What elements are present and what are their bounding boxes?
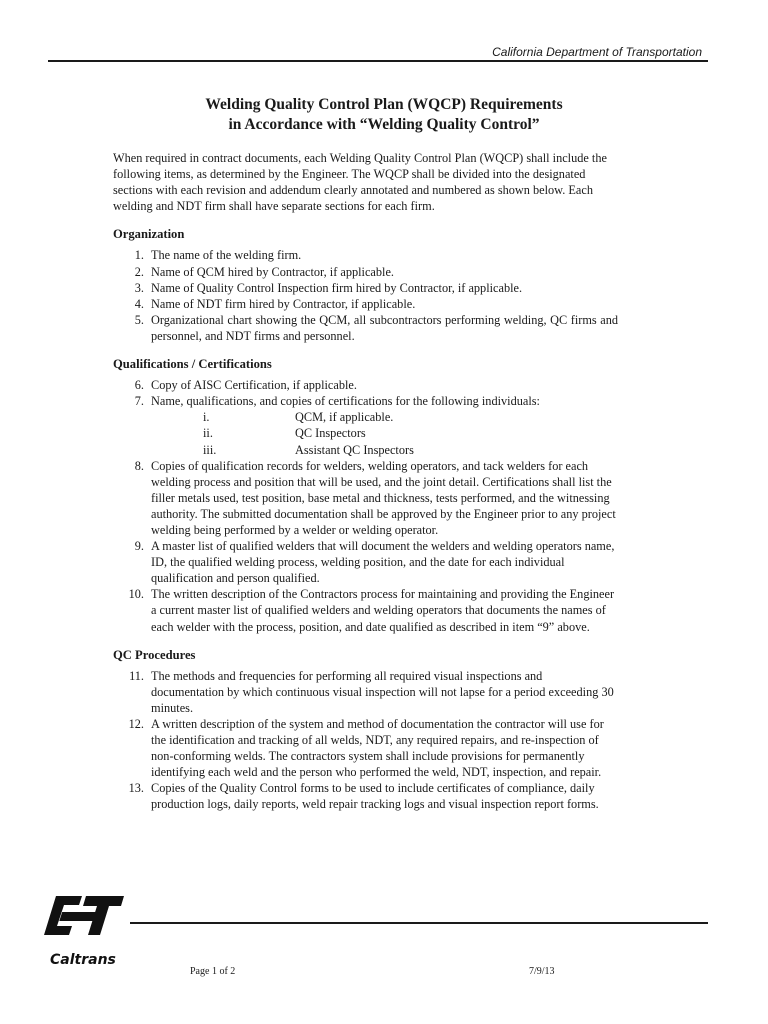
organization-list (113, 247, 618, 344)
list-item (113, 668, 618, 716)
item-number: 3. (134, 280, 144, 295)
item-number: 1. (134, 248, 144, 263)
item-text: Name of Quality Control Inspection firm hired by Contractor, if applicable. (151, 280, 523, 295)
list-item (113, 393, 618, 409)
title-line-1: Welding Quality Control Plan (WQCP) Requirements (205, 96, 563, 113)
qualifications-list (113, 377, 618, 409)
item-text: Copy of AISC Certification, if applicable. (151, 378, 357, 393)
item-text: Copies of qualification records for welders, welding operators, and tack welders for each welding process and position that will be used, and the joint detail. Certifications shall list the filler metals used, test position, base metal and thickness, tests performed, and the witnessing authority. The submitted documentation shall be approved by the Engineer prior to any project welding being performed by a welder or welding operator. (151, 458, 616, 537)
section-heading-organization: Organization (113, 227, 185, 242)
item-text: Organizational chart showing the QCM, all subcontractors performing welding, QC firms and personnel, and NDT firms and personnel. (151, 312, 618, 343)
list-item (113, 280, 618, 296)
item-number: 13. (128, 781, 144, 796)
subitem-text: QC Inspectors (295, 426, 366, 441)
document-body (113, 150, 618, 813)
item-text: Name, qualifications, and copies of certifications for the following individuals: (151, 394, 540, 409)
sublist-item (113, 442, 618, 458)
item-text: The name of the welding firm. (151, 248, 302, 263)
section-heading-qualifications: Qualifications / Certifications (113, 357, 272, 372)
item-number: 4. (134, 296, 144, 311)
item-number: 10. (128, 587, 144, 602)
sublist-item (113, 409, 618, 425)
item-text: A master list of qualified welders that will document the welders and welding operators name, ID, the qualified welding process, welding position, and the date for each individual qualification and person qualified. (151, 539, 615, 586)
document-title (0, 95, 768, 135)
list-item (113, 780, 618, 812)
list-item (113, 247, 618, 263)
subitem-text: QCM, if applicable. (295, 410, 394, 425)
qc-procedures-list (113, 668, 618, 813)
header-divider (48, 60, 708, 62)
sublist-item (113, 425, 618, 441)
item-text: Copies of the Quality Control forms to be used to include certificates of compliance, daily production logs, daily reports, weld repair tracking logs and visual inspection report forms. (151, 781, 599, 812)
item-number: 9. (134, 539, 144, 554)
subitem-number: iii. (203, 442, 217, 457)
item-text: Name of QCM hired by Contractor, if applicable. (151, 264, 394, 279)
footer-divider (130, 922, 708, 924)
title-line-2: in Accordance with “Welding Quality Control” (228, 116, 540, 133)
qualifications-list-continued (113, 458, 618, 635)
item-number: 11. (129, 668, 144, 683)
item-text: The methods and frequencies for performing all required visual inspections and documentation by which continuous visual inspection will not lapse for a period exceeding 30 minutes. (151, 668, 614, 715)
footer-page-number: Page 1 of 2 (190, 966, 236, 977)
item-text: Name of NDT firm hired by Contractor, if applicable. (151, 296, 416, 311)
item-number: 2. (134, 264, 144, 279)
item-number: 7. (134, 394, 144, 409)
footer-date: 7/9/13 (529, 966, 555, 977)
list-item (113, 296, 618, 312)
list-item (113, 716, 618, 780)
item-number: 6. (134, 378, 144, 393)
item-number: 8. (134, 458, 144, 473)
list-item (113, 458, 618, 538)
item-number: 12. (128, 717, 144, 731)
section-heading-qc-procedures: QC Procedures (113, 647, 196, 662)
header-agency: California Department of Transportation (492, 45, 702, 59)
list-item (113, 586, 618, 634)
logo-wordmark: Caltrans (50, 952, 116, 968)
subitem-number: ii. (203, 426, 213, 441)
subitem-text: Assistant QC Inspectors (295, 442, 414, 457)
intro-paragraph: When required in contract documents, each Welding Quality Control Plan (WQCP) shall include the following items, as determined by the Engineer. The WQCP shall be divided into the designated sections with each revision and addendum clearly annotated and numbered as shown below. Each welding and NDT firm shall have separate sections for each firm. (113, 151, 607, 214)
list-item (113, 377, 618, 393)
item-number: 5. (134, 312, 144, 327)
list-item (113, 312, 618, 344)
subitem-number: i. (203, 410, 210, 425)
item-text: A written description of the system and method of documentation the contractor will use for the identification and tracking of all welds, NDT, any required repairs, and re-inspection of non-conforming welds. The contractors system shall include provisions for permanently identifying each weld and the person who performed the weld, NDT, inspection, and repair. (151, 717, 604, 780)
caltrans-logo (40, 888, 128, 974)
list-item (113, 264, 618, 280)
individuals-sublist (113, 409, 618, 457)
list-item (113, 538, 618, 586)
item-text: The written description of the Contractors process for maintaining and providing the Engineer a current master list of qualified welders and welding operators that documents the names of each welder with the process, position, and date qualified as described in item “9” above. (151, 587, 615, 634)
